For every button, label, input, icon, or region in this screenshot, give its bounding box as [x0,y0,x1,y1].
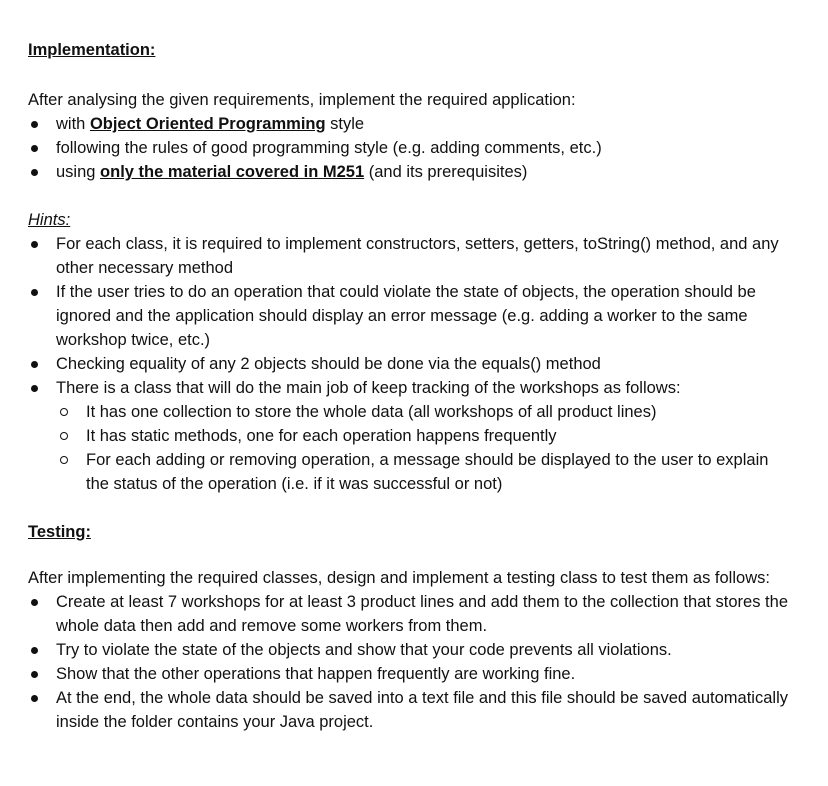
testing-list [28,590,788,734]
implementation-item-material [28,160,788,184]
document-page [28,38,788,734]
oop-emphasis: Object Oriented Programming [89,115,326,133]
testing-item: Show that the other operations that happen frequently are working fine. [28,662,788,686]
implementation-item-oop [28,112,788,136]
implementation-heading: Implementation: [28,41,156,59]
item-suffix: (and its prerequisites) [364,163,528,181]
testing-intro: After implementing the required classes, design and implement a testing class to test them as follows: [28,569,770,587]
item-prefix: with [56,115,90,133]
testing-heading: Testing: [28,523,91,541]
item-prefix: using [56,163,101,181]
item-suffix: style [325,115,365,133]
hint-item: For each class, it is required to implement constructors, setters, getters, toString() method, and any other necessary method [28,232,788,280]
testing-item: Try to violate the state of the objects and show that your code prevents all violations. [28,638,788,662]
hints-list [28,232,788,496]
hints-heading: Hints: [28,211,71,229]
hint-item: Checking equality of any 2 objects should be done via the equals() method [28,352,788,376]
implementation-list [28,112,788,184]
testing-item: At the end, the whole data should be saved into a text file and this file should be saved automatically inside the folder contains your Java project. [28,686,788,734]
hint-subitem: It has static methods, one for each operation happens frequently [28,424,788,448]
m251-emphasis: only the material covered in M251 [100,163,365,181]
hint-item: There is a class that will do the main job of keep tracking of the workshops as follows: [28,376,788,400]
implementation-item-style: following the rules of good programming style (e.g. adding comments, etc.) [28,136,788,160]
testing-item: Create at least 7 workshops for at least 3 product lines and add them to the collection that stores the whole data then add and remove some workers from them. [28,590,788,638]
implementation-intro: After analysing the given requirements, implement the required application: [28,91,576,109]
hint-subitem: For each adding or removing operation, a message should be displayed to the user to explain the status of the operation (i.e. if it was successful or not) [28,448,788,496]
hint-item: If the user tries to do an operation that could violate the state of objects, the operation should be ignored and the application should display an error message (e.g. adding a worker to the same workshop twice, etc.) [28,280,788,352]
hint-subitem: It has one collection to store the whole data (all workshops of all product lines) [28,400,788,424]
